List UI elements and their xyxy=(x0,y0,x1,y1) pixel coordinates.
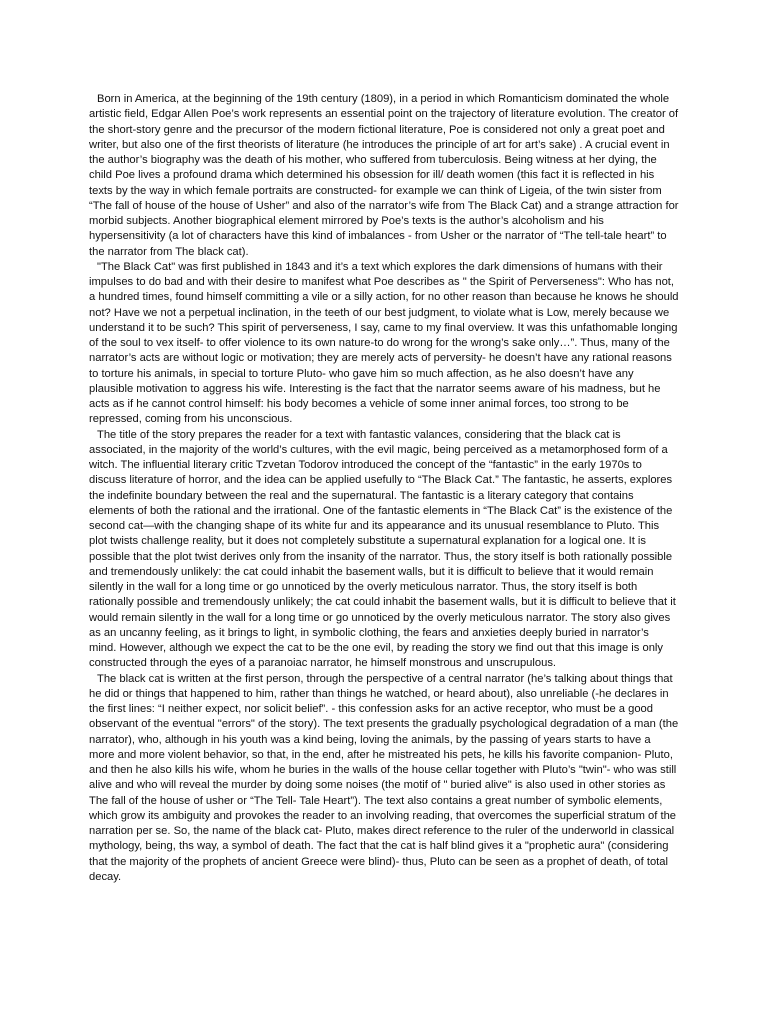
paragraph-poe-biography: Born in America, at the beginning of the 19th century (1809), in a period in which Romanticism dominated the whole artistic field, Edgar Allen Poe’s work represents an essential point on the trajectory of literature evolution. The creator of the short-story genre and the precursor of the modern fictional literature, Poe is considered not only a great poet and writer, but also one of the first theorists of literature (he introduces the principle of art for art’s sake) . A crucial event in the author’s biography was the death of his mother, who suffered from tuberculosis. Being witness at her dying, the child Poe lives a profound drama which determined his obsession for ill/ death women (this fact it is reflected in his texts by the way in which female portraits are constructed- for example we can think of Ligeia, of the twin sister from “The fall of house of the house of Usher” and also of the narrator’s wife from The Black Cat) and a strange attraction for morbid subjects. Another biographical element mirrored by Poe’s texts is the author’s alcoholism and his hypersensitivity (a lot of characters have this kind of imbalances - from Usher or the narrator of “The tell-tale heart” to the narrator from The black cat). xyxy=(89,93,679,258)
paragraph-fantastic-elements: The title of the story prepares the reader for a text with fantastic valances, considering that the black cat is associated, in the majority of the world’s cultures, with the evil magic, being perceived as a metamorphosed form of a witch. The influential literary critic Tzvetan Todorov introduced the concept of the “fantastic” in the early 1970s to discuss literature of horror, and the idea can be applied usefully to “The Black Cat.” The fantastic, he asserts, explores the indefinite boundary between the real and the supernatural. The fantastic is a literary category that contains elements of both the rational and the irrational. One of the fantastic elements in “The Black Cat” is the existence of the second cat—with the changing shape of its white fur and its appearance and its unusual resemblance to Pluto. This plot twists challenge reality, but it does not completely substitute a supernatural explanation for a logical one. It is possible that the plot twist derives only from the insanity of the narrator. Thus, the story itself is both rationally possible and tremendously unlikely: the cat could inhabit the basement walls, but it is difficult to believe that it would remain silently in the wall for a long time or go unnoticed by the overly meticulous narrator. Thus, the story itself is both rationally possible and tremendously unlikely; the cat could inhabit the basement walls, but it is difficult to believe that it would remain silently in the wall for a long time or go unnoticed by the overly meticulous narrator. The story also gives as an uncanny feeling, as it brings to light, in symbolic clothing, the fears and anxieties deeply buried in narrator’s mind. However, although we expect the cat to be the one evil, by reading the story we find out that this image is only constructed through the eyes of a paranoiac narrator, he himself monstrous and unscrupulous. xyxy=(89,428,676,670)
paragraph-black-cat-perverseness: "The Black Cat" was first published in 1843 and it’s a text which explores the dark dimensions of humans with their impulses to do bad and with their desire to manifest what Poe describes as " the Spirit of Perverseness": Who has not, a hundred times, found himself committing a vile or a silly action, for no other reason than because he knows he should not? Have we not a perpetual inclination, in the teeth of our best judgment, to violate what is Low, merely because we understand it to be such? This spirit of perverseness, I say, came to my final overview. It was this unfathomable longing of the soul to vex itself- to offer violence to its own nature-to do wrong for the wrong’s sake only…”. Thus, many of the narrator’s acts are without logic or motivation; they are merely acts of perversity- he doesn’t have any rational reasons to torture his animals, in special to torture Pluto- who gave him so much affection, as he also doesn’t have any plausible motivation to aggress his wife. Interesting is the fact that the narrator seems aware of his madness, but he acts as if he cannot control himself: his body becomes a vehicle of some inner animal forces, too strong to be repressed, coming from his unconscious. xyxy=(89,260,679,426)
document-page xyxy=(89,92,679,885)
paragraph-narrator-symbolism: The black cat is written at the first person, through the perspective of a central narrator (he’s talking about things that he did or things that happened to him, rather than things he watched, or heard about), also unreliable (-he declares in the first lines: “I neither expect, nor solicit belief”. - this confession asks for an active receptor, who must be a good observant of the eventual "errors" of the story). The text presents the gradually psychological degradation of a man (the narrator), who, although in his youth was a kind being, loving the animals, by the passing of years starts to have a more and more violent behavior, so that, in the end, after he mistreated his pets, he kills his favorite companion- Pluto, and then he also kills his wife, whom he buries in the walls of the house cellar together with Pluto’s "twin"- who was still alive and who will reveal the murder by doing some noises (the motif of " buried alive" is also used in other stories as The fall of the house of usher or “The Tell- Tale Heart”). The text also contains a great number of symbolic elements, which grow its ambiguity and provokes the reader to an involving reading, that overcomes the superficial stratum of the narration per se. So, the name of the black cat- Pluto, makes direct reference to the ruler of the underworld in classical mythology, being, ths way, a symbol of death. The fact that the cat is half blind gives it a "prophetic aura" (considering that the majority of the prophets of ancient Greece were blind)- thus, Pluto can be seen as a prophet of death, of total decay. xyxy=(89,672,679,883)
